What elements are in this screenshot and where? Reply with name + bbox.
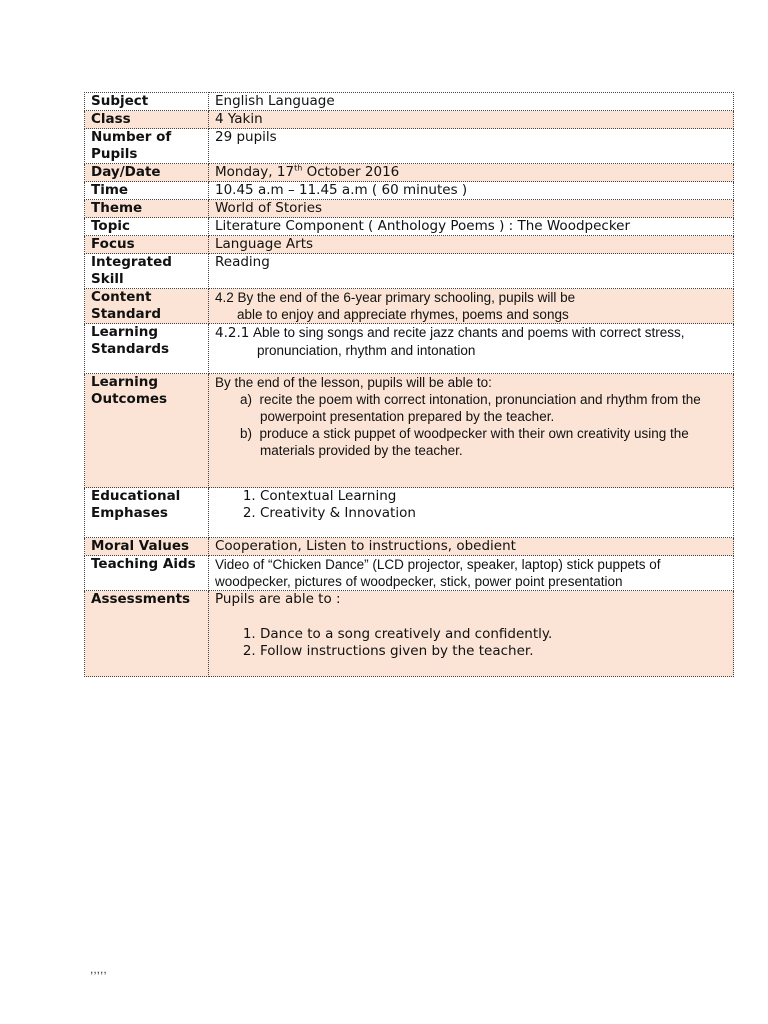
pupils-value: 29 pupils: [209, 129, 734, 164]
topic-label: Topic: [85, 218, 209, 236]
learning-outcome-item: [215, 425, 727, 459]
learning-outcomes-intro: By the end of the lesson, pupils will be able to:: [215, 375, 492, 390]
footer-mark: ,,,,,: [90, 962, 107, 976]
focus-value: Language Arts: [209, 236, 734, 254]
subject-value: English Language: [209, 93, 734, 111]
moral-values-label: Moral Values: [85, 538, 209, 556]
row-pupils: [85, 129, 734, 164]
date-value-month: October 2016: [302, 164, 400, 180]
teaching-aids-value: Video of “Chicken Dance” (LCD projector, speaker, laptop) stick puppets of woodpecker, pictures of woodpecker, stick, power point presentation: [209, 556, 734, 591]
time-label: Time: [85, 182, 209, 200]
educational-emphases-label: Educational Emphases: [85, 488, 209, 538]
learning-outcome-text: produce a stick puppet of woodpecker with their own creativity using the materials provided by the teacher.: [259, 426, 689, 458]
content-standard-line2: able to enjoy and appreciate rhymes, poems and songs: [237, 307, 569, 322]
moral-values-value: Cooperation, Listen to instructions, obedient: [209, 538, 734, 556]
theme-label: Theme: [85, 200, 209, 218]
learning-outcome-marker: a): [240, 392, 253, 407]
row-educational-emphases: [85, 488, 734, 538]
skill-value: Reading: [209, 254, 734, 289]
content-standard-label: Content Standard: [85, 289, 209, 324]
list-item: 2. Creativity & Innovation: [260, 505, 727, 522]
emphases-list: [215, 488, 727, 522]
learning-outcomes-label: Learning Outcomes: [85, 374, 209, 488]
lesson-plan-table: [84, 92, 734, 677]
row-content-standard: [85, 289, 734, 324]
date-label: Day/Date: [85, 164, 209, 182]
learning-outcomes-value: [209, 374, 734, 488]
learning-standard-line2: pronunciation, rhythm and intonation: [257, 343, 476, 358]
assessments-list: [215, 626, 727, 660]
learning-standards-value: [209, 324, 734, 374]
learning-outcome-item: [215, 391, 727, 425]
learning-standards-label: Learning Standards: [85, 324, 209, 374]
date-value-main: Monday, 17: [215, 164, 295, 180]
focus-label: Focus: [85, 236, 209, 254]
content-standard-line1: 4.2 By the end of the 6-year primary schooling, pupils will be: [215, 290, 576, 305]
teaching-aids-label: Teaching Aids: [85, 556, 209, 591]
time-value: 10.45 a.m – 11.45 a.m ( 60 minutes ): [209, 182, 734, 200]
educational-emphases-value: [209, 488, 734, 538]
date-value: [209, 164, 734, 182]
row-moral-values: [85, 538, 734, 556]
learning-standard-number: 4.2.1: [215, 325, 250, 341]
list-item: 1. Dance to a song creatively and confidently.: [260, 626, 727, 643]
row-class: [85, 111, 734, 129]
row-learning-standards: [85, 324, 734, 374]
subject-label: Subject: [85, 93, 209, 111]
row-topic: [85, 218, 734, 236]
row-learning-outcomes: [85, 374, 734, 488]
assessments-intro: Pupils are able to :: [215, 591, 341, 607]
row-subject: [85, 93, 734, 111]
row-focus: [85, 236, 734, 254]
topic-value: Literature Component ( Anthology Poems ) : The Woodpecker: [209, 218, 734, 236]
pupils-label: Number of Pupils: [85, 129, 209, 164]
content-standard-value: [209, 289, 734, 324]
class-value: 4 Yakin: [209, 111, 734, 129]
learning-outcome-marker: b): [240, 426, 253, 441]
list-item: 1. Contextual Learning: [260, 488, 727, 505]
row-time: [85, 182, 734, 200]
list-item: 2. Follow instructions given by the teacher.: [260, 643, 727, 660]
assessments-label: Assessments: [85, 591, 209, 677]
row-date: [85, 164, 734, 182]
theme-value: World of Stories: [209, 200, 734, 218]
assessments-value: [209, 591, 734, 677]
learning-standard-line1: Able to sing songs and recite jazz chants and poems with correct stress,: [253, 325, 685, 340]
row-assessments: [85, 591, 734, 677]
class-label: Class: [85, 111, 209, 129]
row-theme: [85, 200, 734, 218]
date-ordinal: th: [294, 163, 303, 173]
learning-outcome-text: recite the poem with correct intonation, pronunciation and rhythm from the powerpoint presentation prepared by the teacher.: [259, 392, 701, 424]
row-skill: [85, 254, 734, 289]
skill-label: Integrated Skill: [85, 254, 209, 289]
row-teaching-aids: [85, 556, 734, 591]
